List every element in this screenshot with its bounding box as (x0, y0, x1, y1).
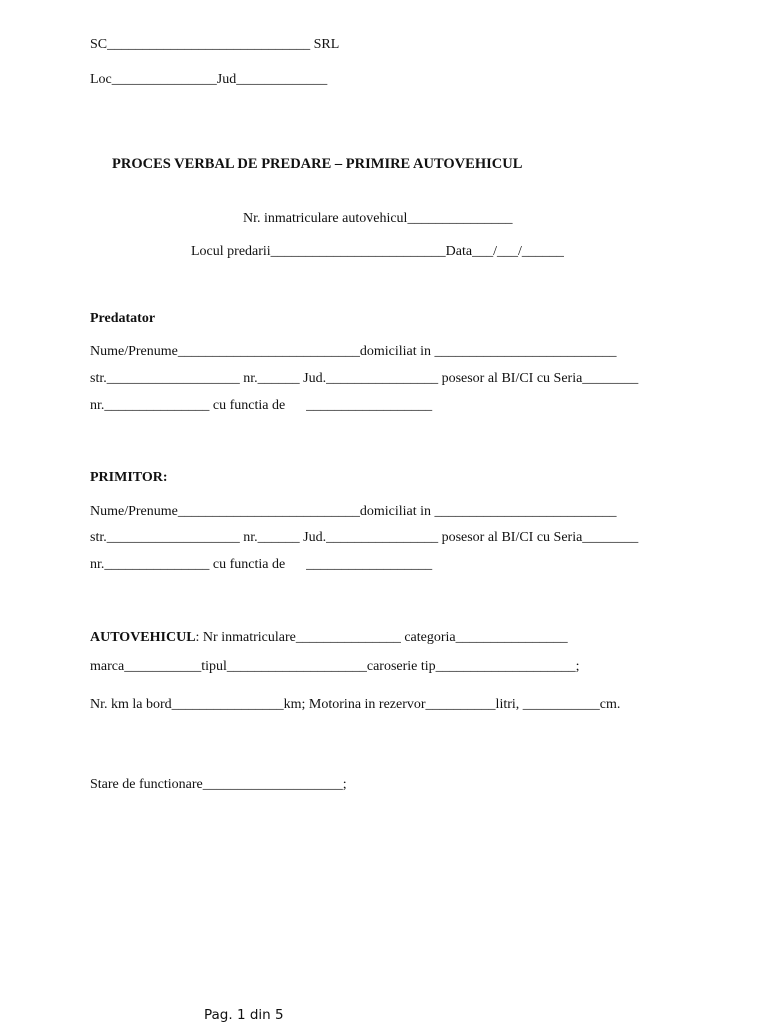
handover-line: Locul predarii_________________________Data___/___/______ (191, 244, 564, 259)
predatator-heading: Predatator (90, 311, 156, 326)
predatator-name-line: Nume/Prenume__________________________domiciliat in __________________________ (90, 344, 617, 359)
predatator-address-line: str.___________________ nr.______ Jud.________________ posesor al BI/CI cu Seria________ (90, 371, 639, 386)
condition-line: Stare de functionare____________________; (90, 777, 347, 792)
vehicle-label: AUTOVEHICUL (90, 630, 196, 645)
vehicle-registration-line (90, 630, 568, 646)
primitor-function-line: nr._______________ cu functia de __________________ (90, 557, 433, 572)
document-title: PROCES VERBAL DE PREDARE – PRIMIRE AUTOVEHICUL (112, 156, 523, 172)
registration-line: Nr. inmatriculare autovehicul_______________ (243, 211, 513, 226)
vehicle-registration-text: : Nr inmatriculare_______________ categoria________________ (195, 630, 568, 645)
primitor-name-line: Nume/Prenume__________________________domiciliat in __________________________ (90, 504, 617, 519)
vehicle-km-line: Nr. km la bord________________km; Motorina in rezervor__________litri, ___________cm. (90, 697, 621, 712)
company-line: SC_____________________________ SRL (90, 37, 340, 52)
location-line: Loc_______________Jud_____________ (90, 72, 328, 87)
primitor-heading: PRIMITOR: (90, 470, 168, 485)
predatator-function-line: nr._______________ cu functia de __________________ (90, 398, 433, 413)
page-number: Pag. 1 din 5 (204, 1007, 284, 1023)
vehicle-make-line: marca___________tipul____________________caroserie tip____________________; (90, 659, 580, 674)
primitor-address-line: str.___________________ nr.______ Jud.________________ posesor al BI/CI cu Seria________ (90, 530, 639, 545)
